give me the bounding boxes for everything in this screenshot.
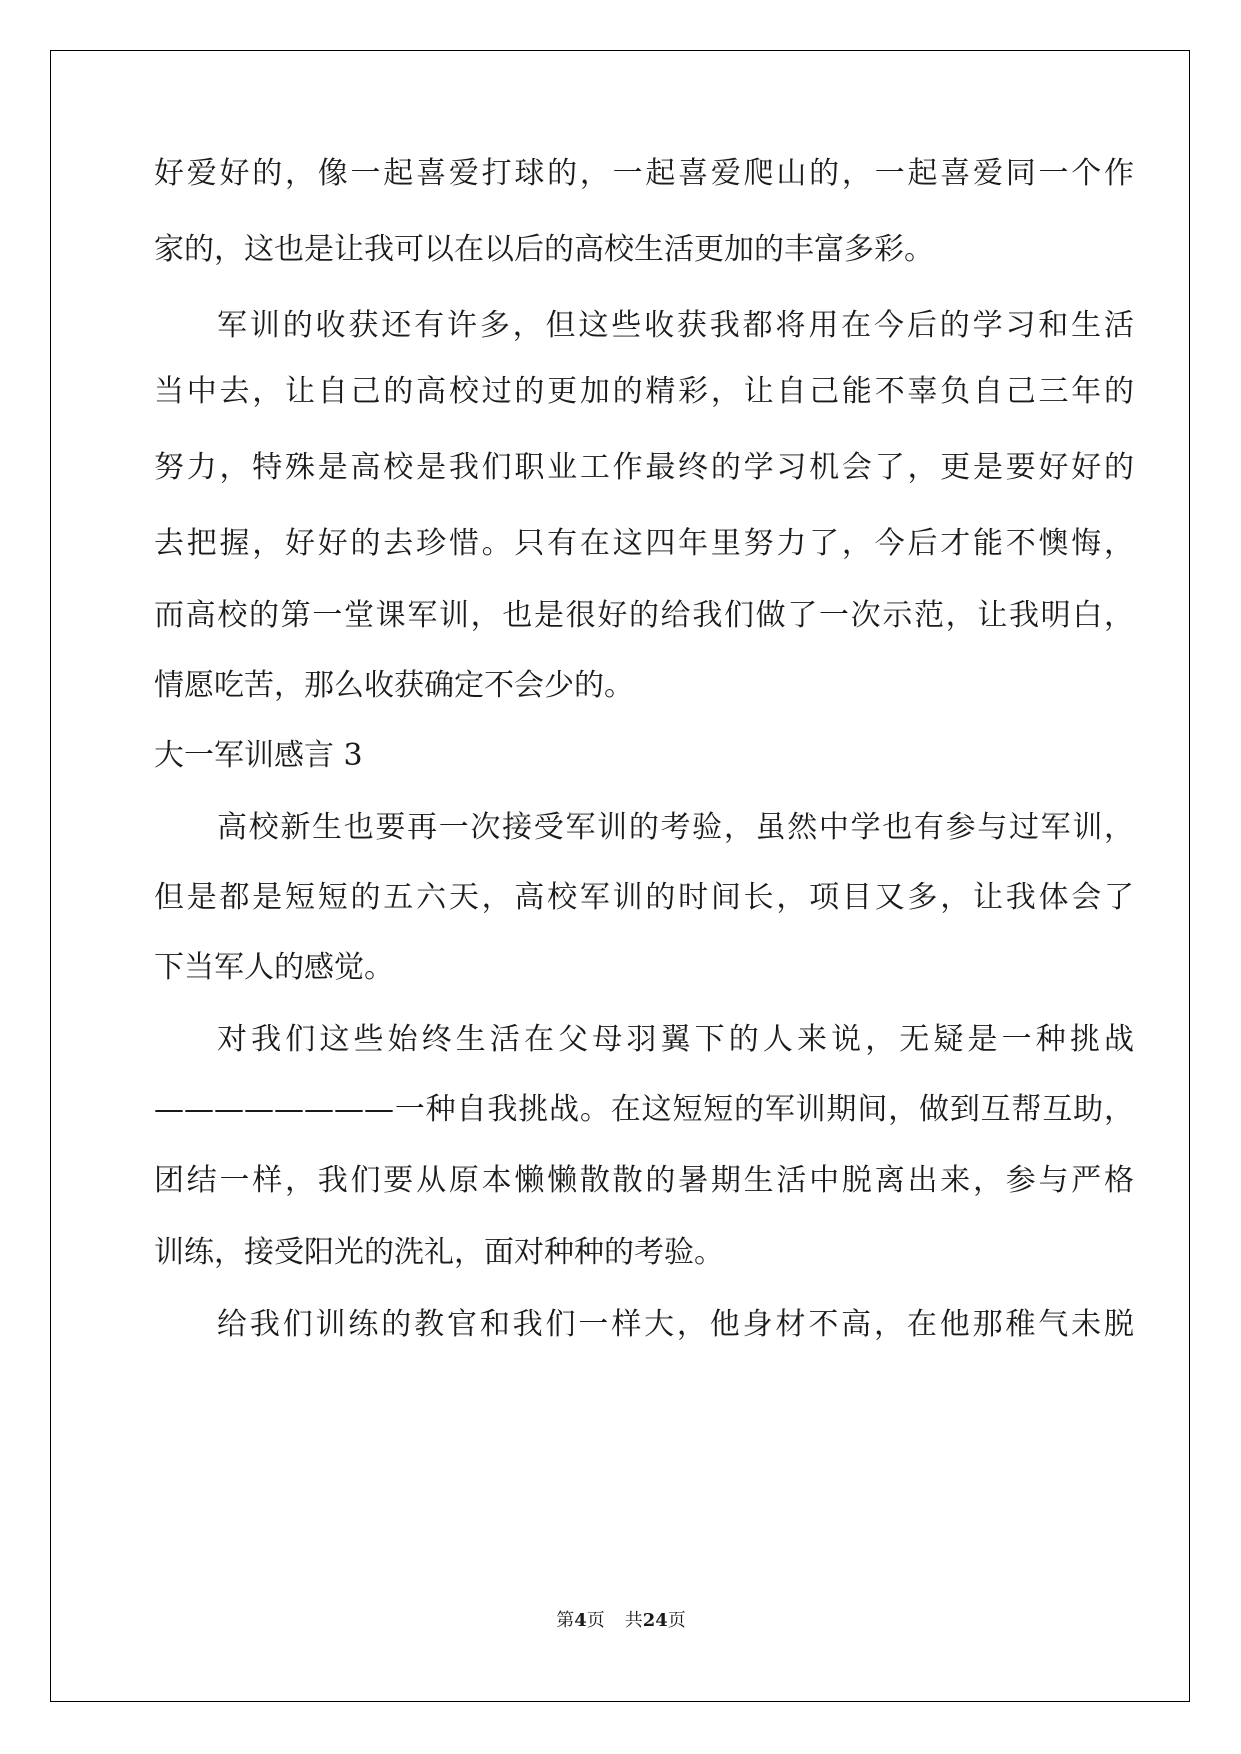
body-line: 高校新生也要再一次接受军训的考验，虽然中学也有参与过军训， <box>217 810 1134 845</box>
body-line: 去把握，好好的去珍惜。只有在这四年里努力了，今后才能不懊悔， <box>154 526 1134 561</box>
total-pages: 24 <box>642 1610 668 1631</box>
body-line: 努力，特殊是高校是我们职业工作最终的学习机会了，更是要好好的 <box>154 450 1134 485</box>
body-line: ————————一种自我挑战。在这短短的军训期间，做到互帮互助， <box>154 1092 1134 1127</box>
body-line: 好爱好的，像一起喜爱打球的，一起喜爱爬山的，一起喜爱同一个作 <box>154 156 1134 191</box>
total-prefix: 共 <box>624 1610 643 1631</box>
body-line: 训练，接受阳光的洗礼，面对种种的考验。 <box>154 1235 724 1270</box>
page-prefix: 第 <box>556 1610 575 1631</box>
document-page <box>50 50 1190 1702</box>
body-line: 而高校的第一堂课军训，也是很好的给我们做了一次示范，让我明白， <box>154 598 1134 633</box>
body-line: 下当军人的感觉。 <box>154 950 394 985</box>
page-number: 4 <box>574 1610 587 1631</box>
body-line: 军训的收获还有许多，但这些收获我都将用在今后的学习和生活 <box>217 308 1134 343</box>
body-line: 当中去，让自己的高校过的更加的精彩，让自己能不辜负自己三年的 <box>154 374 1134 409</box>
body-line: 情愿吃苦，那么收获确定不会少的。 <box>154 668 634 703</box>
body-line: 但是都是短短的五六天，高校军训的时间长，项目又多，让我体会了 <box>154 880 1134 915</box>
body-line: 给我们训练的教官和我们一样大，他身材不高，在他那稚气未脱 <box>217 1307 1134 1342</box>
page-suffix: 页 <box>586 1610 605 1631</box>
body-line: 家的，这也是让我可以在以后的高校生活更加的丰富多彩。 <box>154 232 934 267</box>
body-line: 团结一样，我们要从原本懒懒散散的暑期生活中脱离出来，参与严格 <box>154 1163 1134 1198</box>
section-heading: 大一军训感言 3 <box>154 738 363 773</box>
total-suffix: 页 <box>667 1610 686 1631</box>
body-line: 对我们这些始终生活在父母羽翼下的人来说，无疑是一种挑战 <box>217 1022 1134 1057</box>
page-footer <box>51 1609 1191 1633</box>
